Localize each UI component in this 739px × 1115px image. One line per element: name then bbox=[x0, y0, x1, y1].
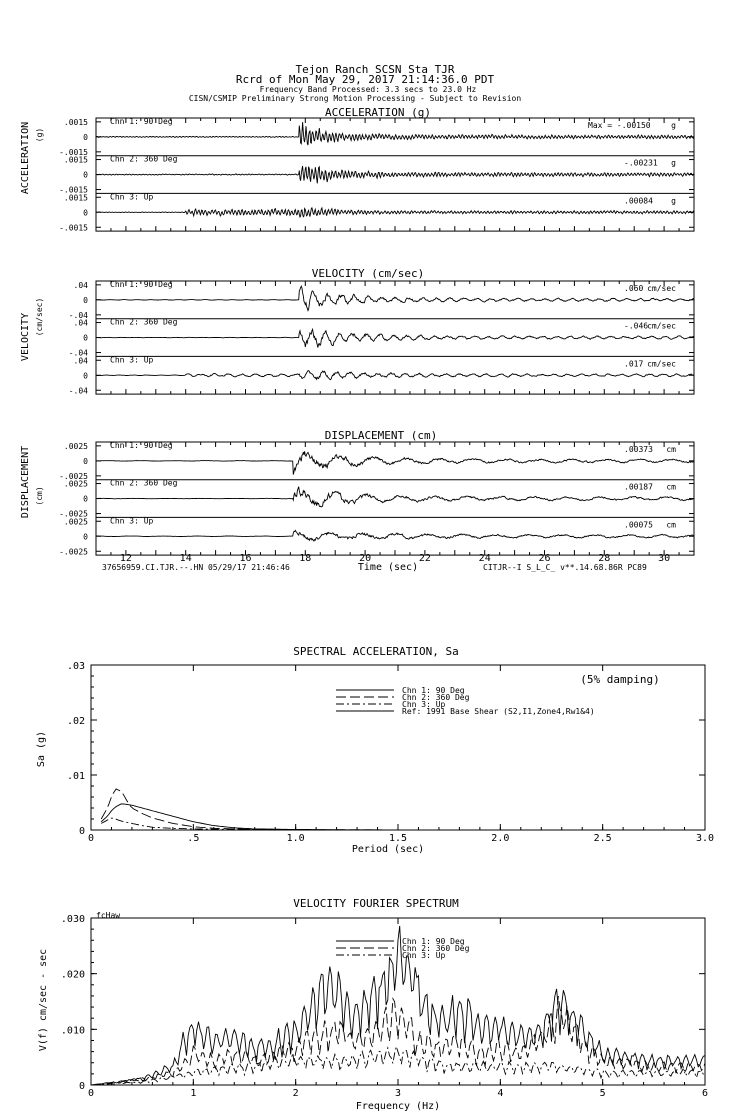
sa-plot bbox=[67, 661, 714, 844]
acceleration-panel bbox=[20, 106, 694, 232]
channel-unit: cm bbox=[666, 520, 676, 530]
channel-unit: cm/sec bbox=[647, 284, 676, 293]
y-tick-label: .04 bbox=[73, 356, 88, 366]
x-tick-label: 6 bbox=[701, 1088, 709, 1099]
velocity-panel bbox=[20, 267, 694, 395]
x-tick-label: 0 bbox=[87, 1088, 95, 1099]
trace-2 bbox=[96, 487, 694, 507]
y-tick-label: -.04 bbox=[68, 348, 88, 358]
channel-unit: cm/sec bbox=[647, 321, 676, 331]
displacement-panel bbox=[20, 429, 694, 573]
y-tick-label: .01 bbox=[66, 771, 85, 782]
acceleration-traces bbox=[59, 117, 694, 232]
x-tick-label: 2.5 bbox=[593, 833, 612, 844]
velocity-yunit: (cm/sec) bbox=[35, 297, 44, 337]
channel-peak-value: .017 bbox=[624, 359, 644, 369]
y-tick-label: .03 bbox=[66, 661, 85, 672]
y-tick-label: 0 bbox=[83, 295, 88, 305]
time-tick-label: 12 bbox=[119, 553, 132, 564]
time-tick-label: 16 bbox=[239, 553, 252, 564]
sa-ylabel: Sa (g) bbox=[36, 730, 47, 768]
header-station: Tejon Ranch SCSN Sta TJR bbox=[295, 63, 455, 76]
channel-label: Chn 3: Up bbox=[110, 516, 154, 526]
channel-peak-value: .00373 bbox=[624, 445, 653, 454]
y-tick-label: 0 bbox=[83, 170, 88, 180]
y-tick-label: .0015 bbox=[63, 117, 88, 127]
channel-peak-value: .00075 bbox=[624, 520, 653, 530]
time-tick-label: 18 bbox=[299, 553, 312, 564]
y-tick-label: .0015 bbox=[63, 155, 88, 165]
channel-peak-value: -.046 bbox=[624, 321, 649, 331]
fs-plot bbox=[61, 914, 708, 1099]
footer-processing-id: CITJR--I S_L_C_ v**.14.68.86R PC89 bbox=[483, 563, 647, 572]
time-tick-label: 24 bbox=[478, 553, 491, 564]
y-tick-label: .0025 bbox=[63, 517, 88, 527]
trace-3 bbox=[96, 371, 694, 380]
y-tick-label: .02 bbox=[66, 716, 85, 727]
y-tick-label: 0 bbox=[83, 456, 88, 466]
y-tick-label: -.04 bbox=[68, 310, 88, 320]
channel-peak-value: Max = -.00150 bbox=[588, 121, 651, 130]
header-band: Frequency Band Processed: 3.3 secs to 23.0 Hz bbox=[259, 85, 477, 94]
time-tick-label: 20 bbox=[359, 553, 372, 564]
channel-peak-value: .00187 bbox=[624, 482, 653, 492]
channel-unit: cm/sec bbox=[647, 359, 676, 369]
y-tick-label: .04 bbox=[73, 318, 88, 328]
header-record: Rcrd of Mon May 29, 2017 21:14:36.0 PDT bbox=[235, 73, 495, 86]
x-tick-label: 2.0 bbox=[491, 833, 510, 844]
trace-1 bbox=[96, 451, 694, 474]
y-tick-label: -.0025 bbox=[59, 547, 88, 557]
y-tick-label: .0025 bbox=[63, 441, 88, 451]
acceleration-yunit: (g) bbox=[35, 127, 44, 143]
y-tick-label: .0025 bbox=[63, 479, 88, 489]
channel-unit: g bbox=[671, 196, 676, 206]
header-notice: CISN/CSMIP Preliminary Strong Motion Processing - Subject to Revision bbox=[188, 94, 522, 103]
series-1 bbox=[101, 804, 398, 830]
x-tick-label: 0 bbox=[87, 833, 95, 844]
x-tick-label: 1 bbox=[190, 1088, 197, 1099]
time-tick-label: 28 bbox=[598, 553, 611, 564]
time-tick-label: 14 bbox=[179, 553, 192, 564]
channel-peak-value: .060 bbox=[624, 284, 644, 293]
displacement-ylabel: DISPLACEMENT bbox=[20, 445, 31, 519]
displacement-traces bbox=[59, 441, 694, 556]
y-tick-label: -.0015 bbox=[59, 185, 88, 195]
y-tick-label: 0 bbox=[83, 333, 88, 343]
channel-label: Chn 3: Up bbox=[110, 355, 154, 365]
x-tick-label: 2 bbox=[292, 1088, 299, 1099]
series-3 bbox=[101, 818, 296, 830]
time-axis-label: Time (sec) bbox=[357, 562, 419, 573]
trace-1 bbox=[96, 286, 694, 310]
sa-title: SPECTRAL ACCELERATION, Sa bbox=[293, 645, 459, 658]
fs-ylabel: V(f) cm/sec - sec bbox=[38, 948, 49, 1052]
y-tick-label: .010 bbox=[60, 1025, 85, 1037]
channel-unit: g bbox=[671, 121, 676, 130]
legend-label: Chn 3: Up bbox=[402, 951, 446, 960]
y-tick-label: -.0015 bbox=[59, 223, 88, 233]
trace-2 bbox=[96, 329, 694, 347]
channel-label: Chn 1: 90 Deg bbox=[110, 441, 173, 450]
y-tick-label: 0 bbox=[83, 371, 88, 381]
plot-frame bbox=[91, 665, 705, 830]
x-tick-label: 3 bbox=[394, 1088, 402, 1099]
sa-xlabel: Period (sec) bbox=[351, 844, 425, 855]
trace-2 bbox=[96, 166, 694, 183]
legend-label: Chn 1: 90 Deg bbox=[402, 686, 465, 695]
y-tick-label: 0 bbox=[83, 208, 88, 218]
fs-title: VELOCITY FOURIER SPECTRUM bbox=[293, 897, 459, 910]
channel-label: Chn 1: 90 Deg bbox=[110, 117, 173, 126]
time-tick-label: 22 bbox=[418, 553, 431, 564]
channel-peak-value: .00084 bbox=[624, 196, 653, 206]
y-tick-label: -.04 bbox=[68, 386, 88, 396]
channel-unit: cm bbox=[666, 445, 676, 454]
x-tick-label: 5 bbox=[599, 1088, 606, 1099]
legend-label: Chn 1: 90 Deg bbox=[402, 937, 465, 946]
channel-peak-value: -.00231 bbox=[624, 158, 658, 168]
channel-label: Chn 2: 360 Deg bbox=[110, 317, 178, 327]
y-tick-label: .0015 bbox=[63, 193, 88, 203]
channel-unit: g bbox=[671, 158, 676, 168]
x-tick-label: 1.0 bbox=[286, 833, 305, 844]
sa-damping-note: (5% damping) bbox=[580, 673, 660, 686]
y-tick-label: 0 bbox=[78, 1081, 85, 1092]
y-tick-label: 0 bbox=[83, 532, 88, 542]
y-tick-label: 0 bbox=[83, 132, 88, 142]
x-tick-label: 1.5 bbox=[388, 833, 408, 844]
y-tick-label: 0 bbox=[83, 494, 88, 504]
time-tick-label: 30 bbox=[658, 553, 671, 564]
trace-3 bbox=[96, 208, 694, 217]
channel-label: Chn 1: 90 Deg bbox=[110, 280, 173, 289]
velocity-ylabel: VELOCITY bbox=[20, 312, 31, 362]
y-tick-label: -.0015 bbox=[59, 147, 88, 157]
legend-label: Chn 2: 360 Deg bbox=[402, 944, 470, 953]
velocity-title: VELOCITY (cm/sec) bbox=[311, 267, 425, 280]
fs-xlabel: Frequency (Hz) bbox=[355, 1101, 441, 1112]
x-tick-label: 4 bbox=[497, 1088, 504, 1099]
fourier-spectrum-panel bbox=[38, 897, 708, 1112]
displacement-yunit: (cm) bbox=[35, 486, 44, 506]
fs-corner-label: fcHaw bbox=[96, 911, 121, 920]
series-2 bbox=[91, 996, 705, 1085]
acceleration-title: ACCELERATION (g) bbox=[325, 106, 431, 119]
x-tick-label: .5 bbox=[187, 833, 200, 844]
legend-label: Chn 2: 360 Deg bbox=[402, 693, 470, 702]
channel-label: Chn 2: 360 Deg bbox=[110, 478, 178, 488]
legend-label: Chn 3: Up bbox=[402, 700, 446, 709]
y-tick-label: .04 bbox=[73, 280, 88, 290]
series-1 bbox=[91, 926, 705, 1085]
y-tick-label: .020 bbox=[60, 969, 85, 981]
channel-label: Chn 2: 360 Deg bbox=[110, 154, 178, 164]
footer-record-id: 37656959.CI.TJR.--.HN 05/29/17 21:46:46 bbox=[102, 563, 290, 572]
velocity-traces bbox=[69, 280, 694, 395]
channel-unit: cm bbox=[666, 482, 676, 492]
time-tick-label: 26 bbox=[538, 553, 551, 564]
displacement-title: DISPLACEMENT (cm) bbox=[324, 429, 438, 442]
acceleration-ylabel: ACCELERATION bbox=[20, 121, 31, 195]
y-tick-label: -.0025 bbox=[59, 509, 88, 519]
y-tick-label: 0 bbox=[78, 826, 85, 837]
legend-label: Ref: 1991 Base Shear (S2,I1,Zone4,Rw1&4) bbox=[402, 707, 595, 716]
trace-3 bbox=[96, 530, 694, 541]
channel-label: Chn 3: Up bbox=[110, 192, 154, 202]
y-tick-label: -.0025 bbox=[59, 471, 88, 481]
x-tick-label: 3.0 bbox=[695, 833, 715, 844]
y-tick-label: .030 bbox=[60, 914, 85, 925]
spectral-acceleration-panel bbox=[36, 645, 714, 855]
